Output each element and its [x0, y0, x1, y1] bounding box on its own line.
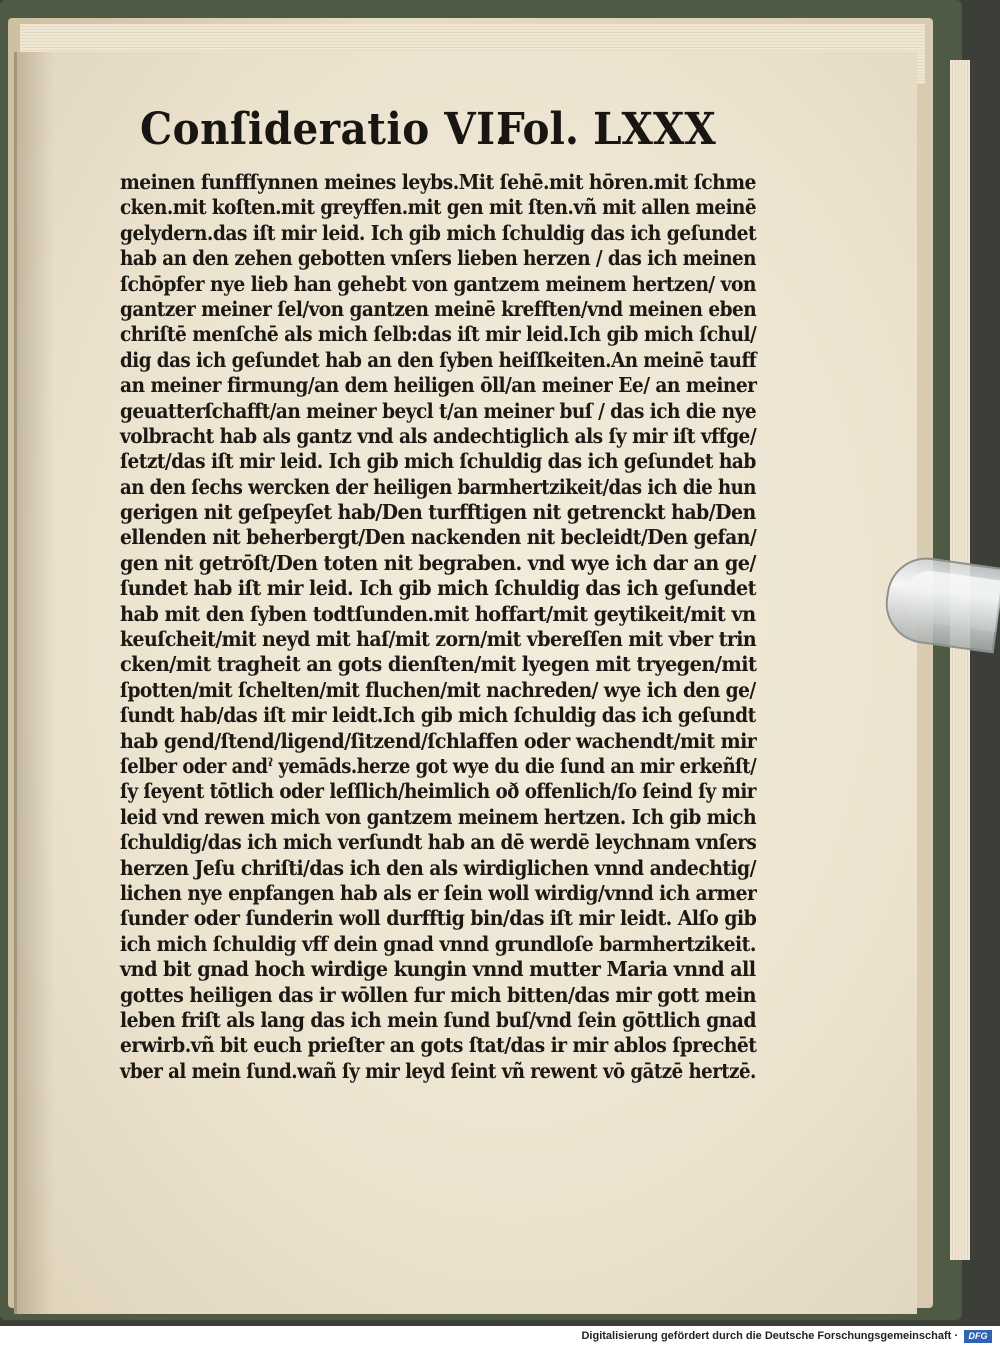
text-line: gantzer meiner ſel/von gantzen meinē krefften/vnd meinen eben [120, 296, 757, 321]
text-line: ſchōpfer nye lieb han gehebt von gantzem meinem hertzen/ von [120, 271, 756, 296]
text-line: ſy ſeyent tōtlich oder leſſlich/heimlich oð offenlich/ſo ſeind ſy mir [120, 779, 756, 804]
text-line: leid vnd rewen mich von gantzem meinem hertzen. Ich gib mich [120, 804, 757, 829]
text-line: cken.mit koſten.mit greyffen.mit gen mit ſten.vñ mit allen meinē [120, 195, 757, 220]
footer-bar [0, 1326, 1000, 1346]
text-line: ſetzt/das iſt mir leid. Ich gib mich ſchuldig das ich geſundet hab [120, 449, 756, 474]
text-line: hab mit den ſyben todtſunden.mit hoffart/mit geytikeit/mit vn [120, 601, 756, 626]
text-line: volbracht hab als gantz vnd als andechtiglich als ſy mir iſt vffge/ [120, 423, 757, 448]
text-line: gelydern.das iſt mir leid. Ich gib mich ſchuldig das ich geſundet [120, 220, 757, 245]
text-line: keuſcheit/mit neyd mit haſ/mit zorn/mit vbereſſen mit vber trin [120, 627, 757, 652]
text-line: an den ſechs wercken der heiligen barmhertzikeit/das ich die hun [120, 474, 756, 499]
text-line: cken/mit tragheit an gots dienſten/mit lyegen mit tryegen/mit [120, 652, 757, 677]
text-line: meinen funffſynnen meines leybs.Mit ſehē.mit hōren.mit ſchme [120, 170, 756, 194]
text-line: ſunder oder ſunderin woll durfftig bin/das iſt mir leidt. Alſo gib [120, 906, 757, 931]
text-line: ich mich ſchuldig vff dein gnad vnnd grundloſe barmhertzikeit. [120, 931, 756, 956]
digitization-credit: Digitalisierung gefördert durch die Deutsche Forschungsgemeinschaft · [581, 1330, 958, 1342]
page-gutter-shadow [14, 52, 54, 1314]
text-line: vber al mein ſund.wañ ſy mir leyd ſeint vñ rewent vō gātzē hertzē. [120, 1058, 756, 1083]
text-line: herzen Jeſu chriſti/das ich den als wirdiglichen vnnd andechtig/ [120, 855, 756, 880]
text-line: erwirb.vñ bit euch prieſter an gots ſtat/das ir mir ablos ſprechēt [120, 1033, 757, 1058]
text-line: dig das ich geſundet hab an den ſyben heiſſkeiten.An meinē tauff [120, 347, 757, 372]
text-line: gottes heiligen das ir wōllen fur mich bitten/das mir gott mein [120, 982, 756, 1007]
text-line: hab gend/ſtend/ligend/ſitzend/ſchlaffen oder wachendt/mit mir [120, 728, 757, 753]
text-line: leben friſt als lang das ich mein ſund buſ/vnd ſein gōttlich gnad [120, 1007, 756, 1032]
text-line: ſelber oder andˀ yemāds.herze got wye du die ſund an mir erkeñſt/ [120, 753, 757, 778]
text-line: gerigen nit geſpeyſet hab/Den turfftigen nit getrenckt hab/Den [120, 500, 756, 525]
text-line: gen nit getrōſt/Den toten nit begraben. vnd wye ich dar an ge/ [120, 550, 756, 575]
body-text-block [120, 170, 760, 1084]
page-header [140, 104, 740, 155]
text-line: chriſtē menſchē als mich ſelb:das iſt mir leid.Ich gib mich ſchul/ [120, 322, 757, 347]
text-line: lichen nye enpfangen hab als er ſein woll wirdig/vnnd ich armer [120, 880, 757, 905]
text-line: geuatterſchafft/an meiner beycl t/an meiner buſ / das ich die nye [120, 398, 757, 423]
text-line: vnd bit gnad hoch wirdige kungin vnnd mutter Maria vnnd all [120, 957, 756, 982]
dfg-logo: DFG [964, 1330, 992, 1343]
text-line: ſchuldig/das ich mich verſundt hab an dē werdē leychnam vnſers [120, 830, 757, 855]
page-edges-side [950, 60, 970, 1260]
text-line: hab an den zehen gebotten vnſers lieben herzen / das ich meinen [120, 246, 756, 271]
text-line: ſundt hab/das iſt mir leidt.Ich gib mich ſchuldig das ich geſundt [120, 703, 756, 728]
running-title: Conſideratio VI. [140, 104, 511, 155]
text-line: an meiner firmung/an dem heiligen ōll/an meiner Ee/ an meiner [120, 373, 757, 398]
text-line: ſundet hab iſt mir leid. Ich gib mich ſchuldig das ich geſundet [120, 576, 756, 601]
text-line: ſpotten/mit ſchelten/mit fluchen/mit nachreden/ wye ich den ge/ [120, 677, 756, 702]
folio-number: Fol. LXXX [496, 104, 716, 155]
text-line: ellenden nit beherbergt/Den nackenden nit becleidt/Den gefan/ [120, 525, 757, 550]
